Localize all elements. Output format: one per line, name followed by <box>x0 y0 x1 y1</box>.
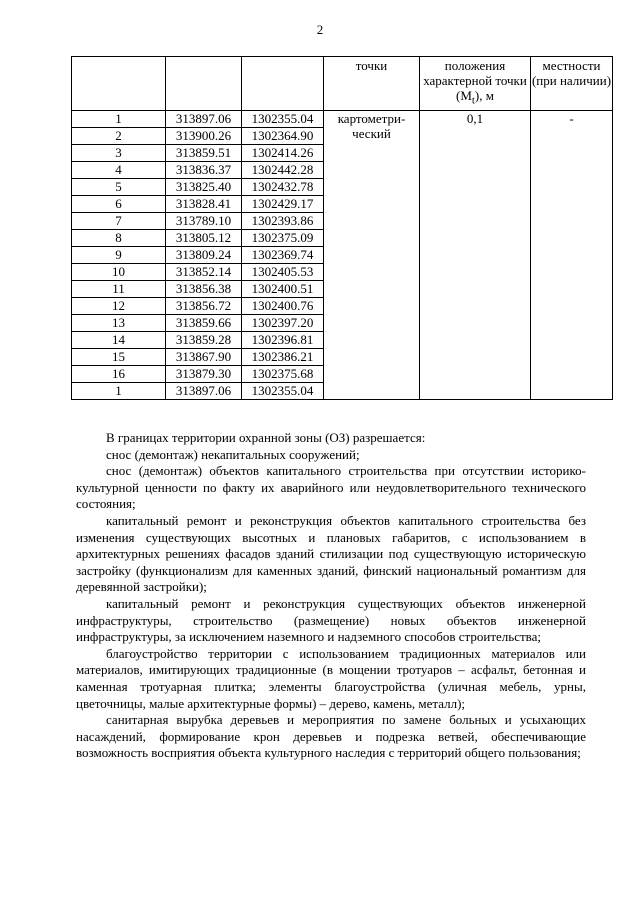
coordinates-table <box>71 56 613 400</box>
coordinate-y: 1302400.51 <box>242 281 324 298</box>
point-number: 5 <box>72 179 166 196</box>
table-row <box>72 111 613 128</box>
coordinate-x: 313879.30 <box>166 366 242 383</box>
coordinate-x: 313789.10 <box>166 213 242 230</box>
accuracy-header-sub: t <box>471 94 475 107</box>
coordinate-x: 313859.66 <box>166 315 242 332</box>
coordinate-y: 1302429.17 <box>242 196 324 213</box>
coordinate-y: 1302396.81 <box>242 332 324 349</box>
header-cell-accuracy <box>420 57 531 111</box>
coordinate-x: 313805.12 <box>166 230 242 247</box>
point-number: 11 <box>72 281 166 298</box>
point-number: 14 <box>72 332 166 349</box>
coordinate-x: 313856.38 <box>166 281 242 298</box>
header-cell-y <box>242 57 324 111</box>
coordinate-y: 1302432.78 <box>242 179 324 196</box>
coordinate-x: 313900.26 <box>166 128 242 145</box>
accuracy-header-tail: ), м <box>474 88 494 103</box>
point-number: 13 <box>72 315 166 332</box>
coordinate-x: 313809.24 <box>166 247 242 264</box>
coordinate-x: 313897.06 <box>166 111 242 128</box>
coordinate-y: 1302375.09 <box>242 230 324 247</box>
coordinate-x: 313825.40 <box>166 179 242 196</box>
point-number: 8 <box>72 230 166 247</box>
paragraph: снос (демонтаж) некапитальных сооружений; <box>106 446 360 462</box>
accuracy-value: 0,1 <box>420 111 531 400</box>
point-number: 6 <box>72 196 166 213</box>
coordinate-x: 313828.41 <box>166 196 242 213</box>
point-number: 7 <box>72 213 166 230</box>
coordinate-y: 1302355.04 <box>242 111 324 128</box>
method-value: картометри-ческий <box>324 111 420 400</box>
point-number: 4 <box>72 162 166 179</box>
coordinate-y: 1302405.53 <box>242 264 324 281</box>
header-cell-method: точки <box>324 57 420 111</box>
coordinate-x: 313867.90 <box>166 349 242 366</box>
coordinate-y: 1302386.21 <box>242 349 324 366</box>
coordinate-y: 1302400.76 <box>242 298 324 315</box>
coordinate-x: 313856.72 <box>166 298 242 315</box>
point-number: 10 <box>72 264 166 281</box>
coordinate-x: 313897.06 <box>166 383 242 400</box>
point-number: 1 <box>72 111 166 128</box>
coordinate-x: 313852.14 <box>166 264 242 281</box>
description-value: - <box>531 111 613 400</box>
coordinate-y: 1302397.20 <box>242 315 324 332</box>
point-number: 15 <box>72 349 166 366</box>
paragraph: благоустройство территории с использованием традиционных материалов или материалов, имитирующих традиционные (в мощении тротуаров – асфальт, бетонная и каменная тротуарная плитка; элементы благоустройства (уличная мебель, урны, цветочницы, малые архитектурные формы) – дерево, камень, металл); <box>76 645 586 711</box>
coordinate-x: 313836.37 <box>166 162 242 179</box>
coordinate-y: 1302414.26 <box>242 145 324 162</box>
body-text <box>76 430 586 762</box>
header-cell-number <box>72 57 166 111</box>
coordinate-x: 313859.51 <box>166 145 242 162</box>
coordinate-x: 313859.28 <box>166 332 242 349</box>
paragraph: капитальный ремонт и реконструкция существующих объектов инженерной инфраструктуры, строительство (размещение) новых объектов инженерной инфраструктуры, за исключением наземного и надземного способов строительства; <box>76 595 586 645</box>
page-number: 2 <box>316 22 324 37</box>
coordinate-y: 1302364.90 <box>242 128 324 145</box>
paragraph: В границах территории охранной зоны (ОЗ) разрешается: <box>106 430 426 445</box>
point-number: 16 <box>72 366 166 383</box>
coordinate-y: 1302375.68 <box>242 366 324 383</box>
accuracy-header-text: положения характерной точки (M <box>423 58 527 103</box>
coordinate-y: 1302369.74 <box>242 247 324 264</box>
header-cell-description: местности (при наличии) <box>531 57 613 111</box>
paragraph: капитальный ремонт и реконструкция объектов капитального строительства без изменения существующих высотных и плановых габаритов, с использованием в архитектурных решениях фасадов зданий стилизации под существующую историческую застройку (функционализм для каменных зданий, финский национальный романтизм для деревянной застройки); <box>76 512 586 595</box>
coordinate-y: 1302355.04 <box>242 383 324 400</box>
paragraph: снос (демонтаж) объектов капитального строительства при отсутствии историко-культурной ценности по факту их аварийного или неудовлетворительного технического состояния; <box>76 463 586 512</box>
paragraph: санитарная вырубка деревьев и мероприятия по замене больных и усыхающих насаждений, формирование крон деревьев и подрезка ветвей, обеспечивающие возможность восприятия объекта культурного наследия с территорий общего пользования; <box>76 712 586 761</box>
point-number: 2 <box>72 128 166 145</box>
point-number: 9 <box>72 247 166 264</box>
point-number: 3 <box>72 145 166 162</box>
point-number: 1 <box>72 383 166 400</box>
table-header-row <box>72 57 613 111</box>
coordinate-y: 1302442.28 <box>242 162 324 179</box>
coordinate-y: 1302393.86 <box>242 213 324 230</box>
header-cell-x <box>166 57 242 111</box>
point-number: 12 <box>72 298 166 315</box>
